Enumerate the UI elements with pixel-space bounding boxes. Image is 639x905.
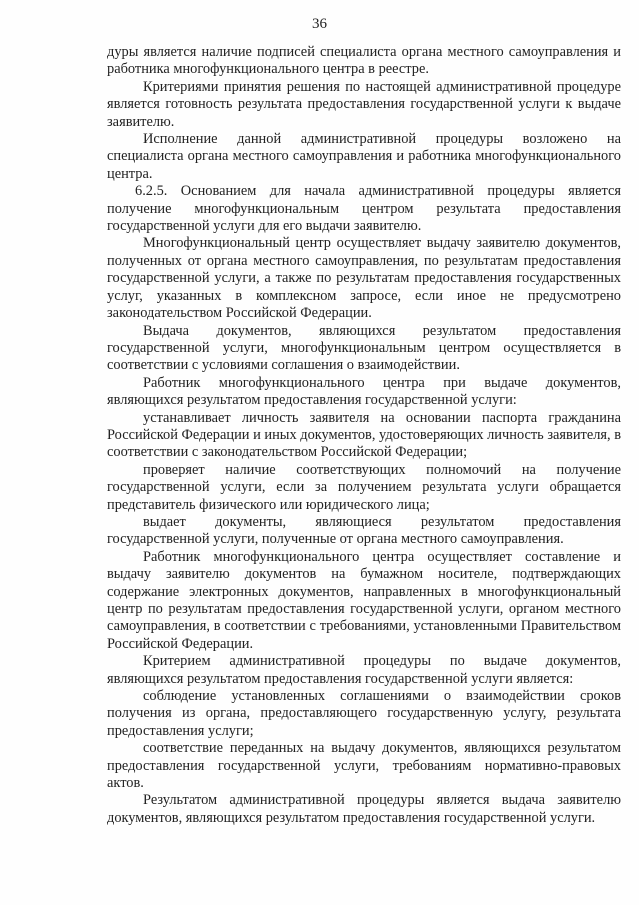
paragraph-section-6-2-5: 6.2.5. Основанием для начала административной процедуры является получение многофункциональным центром результата предоставления государственной услуги для его выдачи заявителю. [107,183,621,235]
paragraph-paper-copies: Работник многофункционального центра осуществляет составление и выдачу заявителю документов на бумажном носителе, подтверждающих содержание электронных документов, направленных в многофункциональный центр по результатам предоставления государственной услуги, органом местного самоуправления, в соответствии с требованиями, установленными Правительством Российской Федерации. [107,548,621,652]
list-item-identity-check: устанавливает личность заявителя на основании паспорта гражданина Российской Федерации и иных документов, удостоверяющих личность заявителя, в соответствии с законодательством Российской Федерации; [107,409,621,461]
list-item-issue-documents: выдает документы, являющиеся результатом предоставления государственной услуги, полученные от органа местного самоуправления. [107,513,621,548]
paragraph-procedure-result: Результатом административной процедуры является выдача заявителю документов, являющихся результатом предоставления государственной услуги. [107,792,621,826]
list-item-deadline-compliance: соблюдение установленных соглашениями о взаимодействии сроков получения из органа, предоставляющего государственную услугу, результата предоставления услуги; [107,688,621,739]
list-item-authority-check: проверяет наличие соответствующих полномочий на получение государственной услуги, если за получением результата услуги обращается представитель физического или юридического лица; [107,461,621,513]
document-body [107,44,621,827]
paragraph-mfc-worker-duties: Работник многофункционального центра при выдаче документов, являющихся результатом предоставления государственной услуги: [107,374,621,409]
paragraph-decision-criteria: Критериями принятия решения по настоящей административной процедуре является готовность результата предоставления государственной услуги к выдаче заявителю. [107,78,621,130]
list-item-regulatory-compliance: соответствие переданных на выдачу документов, являющихся результатом предоставления государственной услуги, требованиям нормативно-правовых актов. [107,740,621,792]
paragraph-mfc-issuance: Многофункциональный центр осуществляет выдачу заявителю документов, полученных от органа местного самоуправления, по результатам предоставления государственной услуги, а также по результатам предоставления государственных услуг, указанных в комплексном запросе, если иное не предусмотрено законодательством Российской Федерации. [107,235,621,322]
paragraph-issuance-agreement: Выдача документов, являющихся результатом предоставления государственной услуги, многофункциональным центром осуществляется в соответствии с условиями соглашения о взаимодействии. [107,322,621,374]
page-number: 36 [312,16,327,32]
paragraph-continuation: дуры является наличие подписей специалиста органа местного самоуправления и работника многофункционального центра в реестре. [107,44,621,78]
paragraph-issuance-criterion: Критерием административной процедуры по выдаче документов, являющихся результатом предоставления государственной услуги является: [107,653,621,687]
paragraph-responsible-persons: Исполнение данной административной процедуры возложено на специалиста органа местного самоуправления и работника многофункционального центра. [107,131,621,182]
